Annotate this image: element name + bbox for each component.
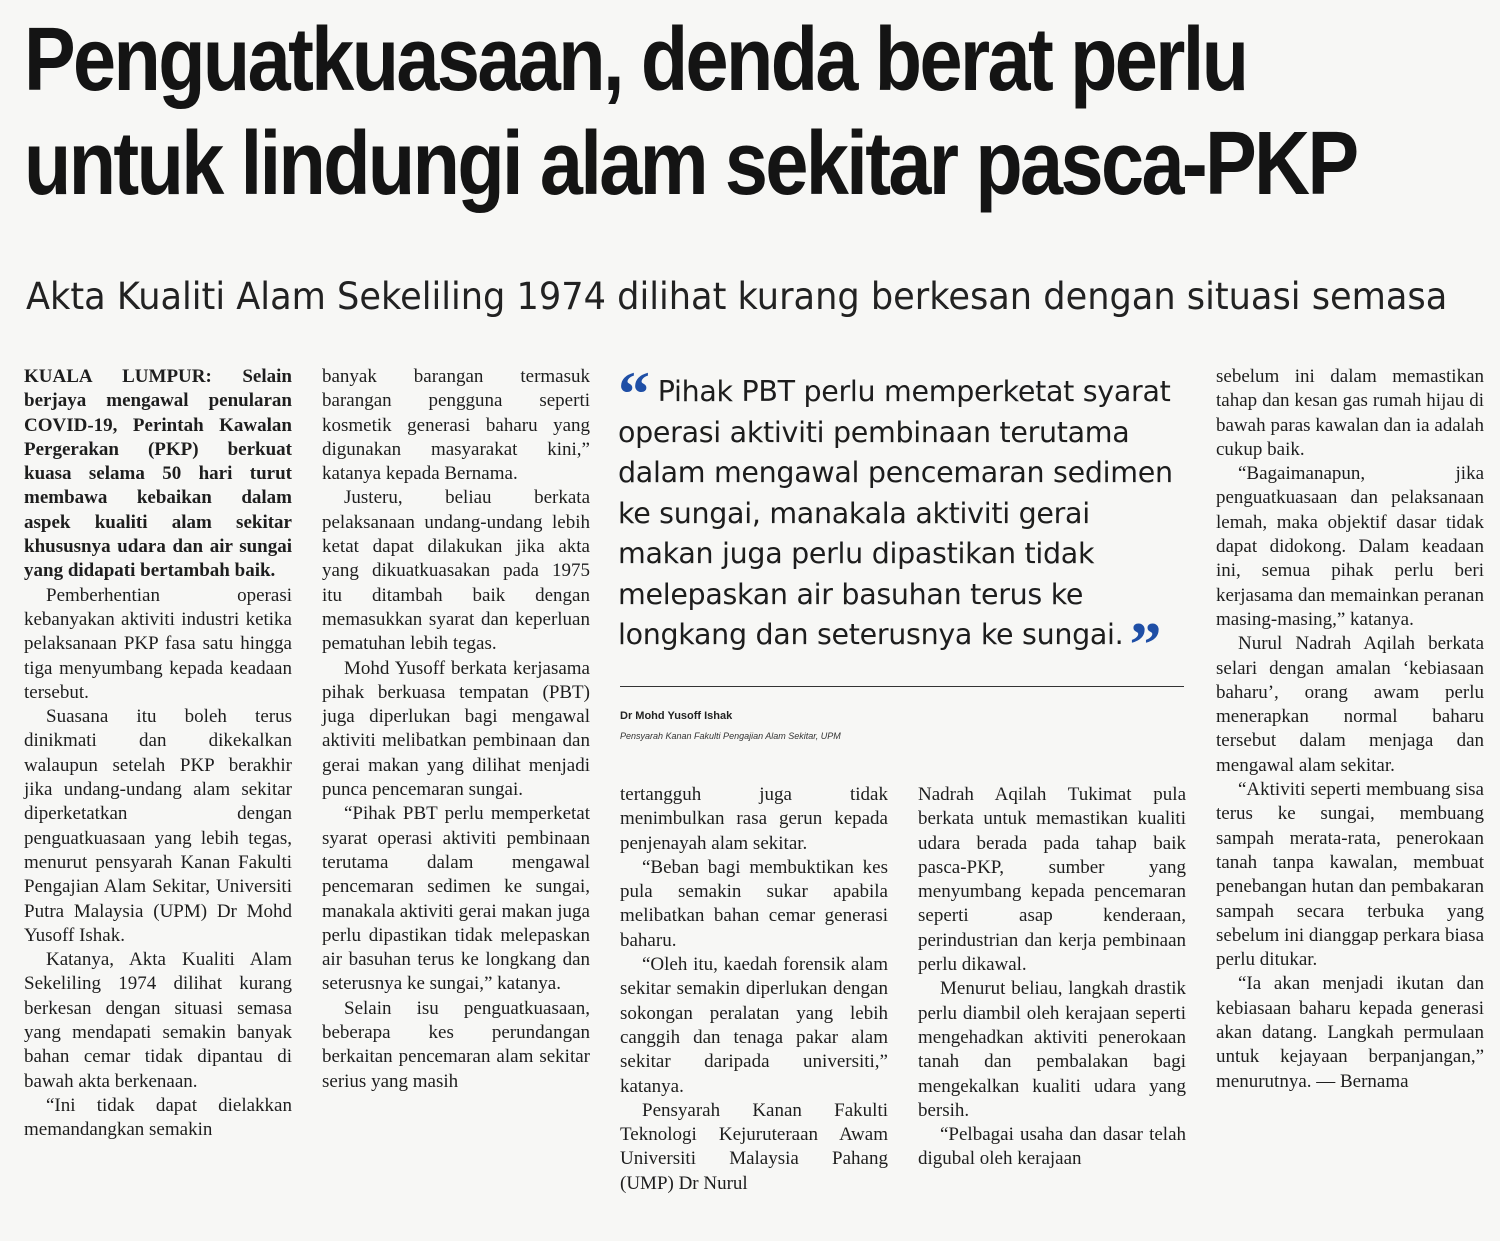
pull-quote-divider xyxy=(620,686,1184,687)
article-paragraph: Nadrah Aqilah Tukimat pula berkata untuk memastikan kualiti udara berada pada tahap baik pasca-PKP, sumber yang menyumbang kepada pencemaran seperti asap kenderaan, perindustrian dan kerja pembinaan perlu dikawal. xyxy=(918,784,1186,976)
article-column-4 xyxy=(918,783,1186,1172)
article-lead-paragraph: KUALA LUMPUR: Selain berjaya mengawal penularan COVID-19, Perintah Kawalan Pergerakan (PKP) berkuat kuasa selama 50 hari turut membawa kebaikan dalam aspek kualiti alam sekitar khususnya udara dan air sungai yang didapati bertambah baik. xyxy=(24,366,292,582)
article-paragraph: banyak barangan termasuk barangan pengguna seperti kosmetik generasi baharu yang digunakan masyarakat kini,” katanya kepada Bernama. xyxy=(322,366,590,485)
article-column-3 xyxy=(620,783,888,1196)
article-paragraph: Mohd Yusoff berkata kerjasama pihak berkuasa tempatan (PBT) juga diperlukan bagi mengawal aktiviti melibatkan pembinaan dan gerai makan yang dilihat menjadi punca pencemaran sungai. xyxy=(322,657,590,801)
close-quote-icon: ” xyxy=(1129,609,1162,680)
article-paragraph: “Oleh itu, kaedah forensik alam sekitar semakin diperlukan dengan sokongan peralatan yang lebih canggih dan tenaga pakar alam sekitar daripada universiti,” katanya. xyxy=(620,954,888,1097)
article-paragraph: “Beban bagi membuktikan kes pula semakin sukar apabila melibatkan bahan cemar generasi baharu. xyxy=(620,856,888,951)
headline xyxy=(24,8,1357,216)
headline-line-1: Penguatkuasaan, denda berat perlu xyxy=(24,10,1247,110)
pull-quote xyxy=(618,358,1184,680)
article-paragraph: “Ini tidak dapat dielakkan memandangkan semakin xyxy=(24,1094,292,1141)
article-paragraph: Menurut beliau, langkah drastik perlu diambil oleh kerajaan seperti mengehadkan aktiviti penerokaan tanah dan pembalakan bagi mengekalkan kualiti udara yang bersih. xyxy=(918,978,1186,1121)
article-paragraph: Nurul Nadrah Aqilah berkata selari dengan amalan ‘kebiasaan baharu’, orang awam perlu menerapkan normal baharu tersebut dalam menjaga dan mengawal alam sekitar. xyxy=(1216,633,1484,776)
article-column-2 xyxy=(322,365,590,1094)
open-quote-icon: “ xyxy=(618,358,650,429)
article-paragraph: “Pelbagai usaha dan dasar telah digubal oleh kerajaan xyxy=(918,1124,1186,1170)
article-paragraph: “Ia akan menjadi ikutan dan kebiasaan baharu kepada generasi akan datang. Langkah permulaan untuk kejayaan berpanjangan,” menurutnya. — Bernama xyxy=(1216,973,1484,1092)
article-paragraph: Katanya, Akta Kualiti Alam Sekeliling 1974 dilihat kurang berkesan dengan situasi semasa yang mendapati semakin banyak bahan cemar tidak dipantau di bawah akta berkenaan. xyxy=(24,949,292,1092)
article-paragraph: tertangguh juga tidak menimbulkan rasa gerun kepada penjenayah alam sekitar. xyxy=(620,784,888,854)
pull-quote-text: Pihak PBT perlu memperketat syarat operasi aktiviti pembinaan terutama dalam mengawal pencemaran sedimen ke sungai, manakala aktiviti gerai makan juga perlu dipastikan tidak melepaskan air basuhan terus ke longkang dan seterusnya ke sungai. xyxy=(618,375,1173,651)
article-column-5 xyxy=(1216,365,1484,1094)
headline-line-2: untuk lindungi alam sekitar pasca-PKP xyxy=(24,114,1357,214)
pull-quote-speaker-title: Pensyarah Kanan Fakulti Pengajian Alam Sekitar, UPM xyxy=(620,731,841,741)
article-paragraph: “Bagaimanapun, jika penguatkuasaan dan pelaksanaan lemah, maka objektif dasar tidak dapat didokong. Dalam keadaan ini, semua pihak perlu beri kerjasama dan memainkan peranan masing-masing,” katanya. xyxy=(1216,463,1484,630)
article-paragraph: Suasana itu boleh terus dinikmati dan dikekalkan walaupun setelah PKP berakhir jika undang-undang alam sekitar diperketatkan dengan penguatkuasaan yang lebih tegas, menurut pensyarah Kanan Fakulti Pengajian Alam Sekitar, Universiti Putra Malaysia (UPM) Dr Mohd Yusoff Ishak. xyxy=(24,706,292,946)
article-paragraph: Justeru, beliau berkata pelaksanaan undang-undang lebih ketat dapat dilakukan jika akta yang dikuatkuasakan pada 1975 itu ditambah baik dengan memasukkan syarat dan keperluan pematuhan lebih tegas. xyxy=(322,487,590,655)
subheadline: Akta Kualiti Alam Sekeliling 1974 dilihat kurang berkesan dengan situasi semasa xyxy=(26,275,1448,318)
article-paragraph: Pemberhentian operasi kebanyakan aktiviti industri ketika pelaksanaan PKP fasa satu hingga tiga menyumbang kepada keadaan tersebut. xyxy=(24,584,292,703)
pull-quote-speaker-name: Dr Mohd Yusoff Ishak xyxy=(620,710,733,722)
article-paragraph: Pensyarah Kanan Fakulti Teknologi Kejuruteraan Awam Universiti Malaysia Pahang (UMP) Dr Nurul xyxy=(620,1099,888,1194)
article-paragraph: “Pihak PBT perlu memperketat syarat operasi aktiviti pembinaan terutama dalam mengawal pencemaran sedimen ke sungai, manakala aktiviti gerai makan juga perlu dipastikan tidak melepaskan air basuhan terus ke longkang dan seterusnya ke sungai,” katanya. xyxy=(322,803,590,995)
article-paragraph: Selain isu penguatkuasaan, beberapa kes perundangan berkaitan pencemaran alam sekitar serius yang masih xyxy=(322,997,590,1092)
article-column-1 xyxy=(24,365,292,1143)
article-paragraph: sebelum ini dalam memastikan tahap dan kesan gas rumah hijau di bawah paras kawalan dan ia adalah cukup baik. xyxy=(1216,366,1484,460)
article-paragraph: “Aktiviti seperti membuang sisa terus ke sungai, membuang sampah merata-rata, penerokaan tanah tanpa kawalan, membuat penebangan hutan dan pembakaran sampah secara terbuka yang sebelum ini dianggap perkara biasa perlu ditukar. xyxy=(1216,779,1485,971)
